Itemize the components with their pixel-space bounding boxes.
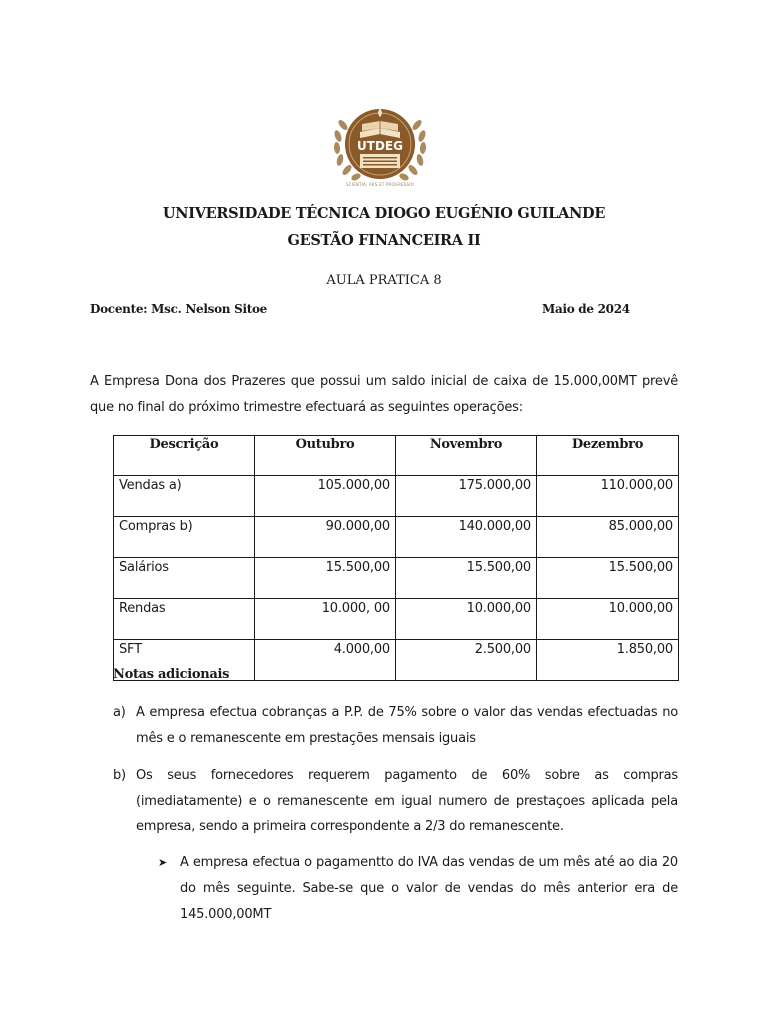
table-cell-label: Rendas (114, 599, 255, 640)
table-row (114, 558, 679, 599)
table-cell-value: 85.000,00 (537, 517, 679, 558)
column-header: Dezembro (537, 436, 679, 476)
table-cell-value: 15.500,00 (537, 558, 679, 599)
class-title: AULA PRATICA 8 (326, 273, 442, 288)
notes-title: Notas adicionais (113, 667, 230, 682)
note-b-text: Os seus fornecedores requerem pagamento de 60% sobre as compras (imediatamente) e o remanescente em igual numero de prestaçoes aplicada pela empresa, sendo a primeira correspondente a 2/3 do remanescente. (136, 768, 678, 834)
table-cell-value: 10.000, 00 (255, 599, 396, 640)
note-a-text: A empresa efectua cobranças a P.P. de 75% sobre o valor das vendas efectuadas no mês e o remanescente em prestações mensais iguais (136, 705, 678, 746)
table-cell-value: 10.000,00 (396, 599, 537, 640)
table-cell-value: 10.000,00 (537, 599, 679, 640)
table-cell-value: 1.850,00 (537, 640, 679, 681)
table-cell-value: 140.000,00 (396, 517, 537, 558)
table-row (114, 599, 679, 640)
table-cell-value: 4.000,00 (255, 640, 396, 681)
university-name: UNIVERSIDADE TÉCNICA DIOGO EUGÉNIO GUILANDE (162, 205, 606, 222)
table-row (114, 476, 679, 517)
table-cell-value: 90.000,00 (255, 517, 396, 558)
note-a-marker: a) (113, 705, 126, 720)
lecturer-line: Docente: Msc. Nelson Sitoe (90, 302, 267, 316)
vat-bullet (158, 850, 678, 928)
date-line: Maio de 2024 (542, 302, 630, 316)
vat-bullet-text: A empresa efectua o pagamentto do IVA das vendas de um mês até ao dia 20 do mês seguinte. Sabe-se que o valor de vendas do mês anterior era de 145.000,00MT (180, 855, 678, 922)
column-header: Novembro (396, 436, 537, 476)
column-header: Descrição (114, 436, 255, 476)
table-cell-label: Vendas a) (114, 476, 255, 517)
logo-name: UTDEG (357, 139, 403, 153)
arrow-bullet-icon: ➤ (158, 856, 168, 869)
table-cell-value: 110.000,00 (537, 476, 679, 517)
table-cell-value: 105.000,00 (255, 476, 396, 517)
note-b (113, 763, 678, 840)
logo-wordmark (330, 100, 430, 182)
intro-paragraph: A Empresa Dona dos Prazeres que possui um saldo inicial de caixa de 15.000,00MT prevê que no final do próximo trimestre efectuará as seguintes operações: (90, 374, 678, 415)
note-a (113, 700, 678, 751)
table-cell-value: 15.500,00 (396, 558, 537, 599)
university-logo (330, 100, 430, 192)
note-b-marker: b) (113, 768, 126, 783)
table-header-row (114, 436, 679, 476)
course-name: GESTÃO FINANCEIRA II (287, 232, 481, 249)
table-cell-value: 2.500,00 (396, 640, 537, 681)
column-header: Outubro (255, 436, 396, 476)
table-cell-label: Compras b) (114, 517, 255, 558)
table-cell-label: Salários (114, 558, 255, 599)
table-cell-value: 15.500,00 (255, 558, 396, 599)
logo-motto: SCIENTIA, ARS ET PROGRESSIO (345, 182, 415, 187)
table-row (114, 517, 679, 558)
table-cell-label: SFT (114, 640, 255, 681)
operations-table (113, 435, 679, 681)
table-cell-value: 175.000,00 (396, 476, 537, 517)
